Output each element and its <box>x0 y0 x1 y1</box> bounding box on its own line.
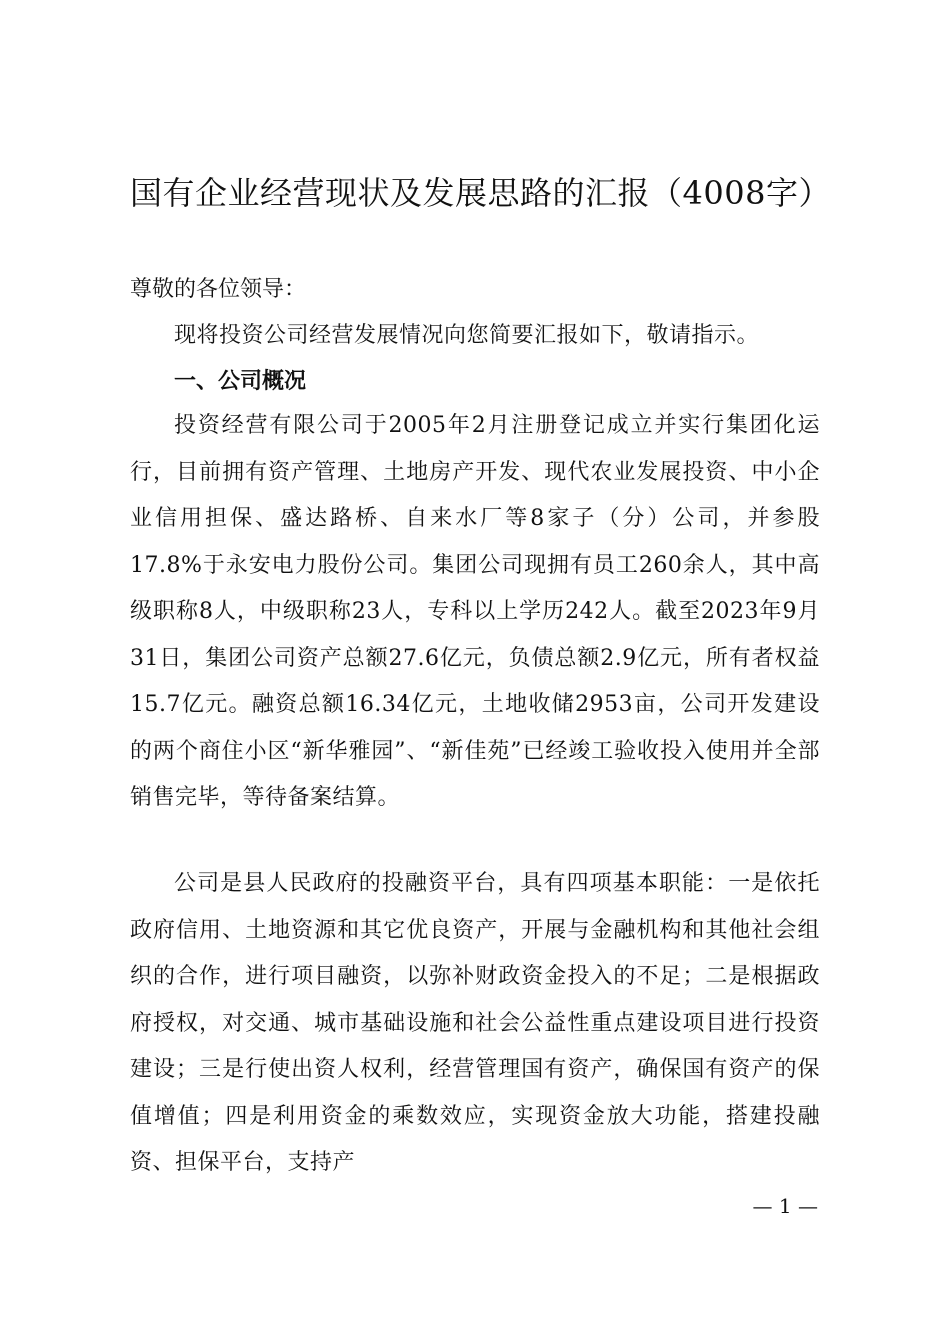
document-title: 国有企业经营现状及发展思路的汇报（4008字） <box>130 174 831 212</box>
intro-paragraph: 现将投资公司经营发展情况向您简要汇报如下，敬请指示。 <box>174 323 760 348</box>
body-paragraph: 投资经营有限公司于2005年2月注册登记成立并实行集团化运行，目前拥有资产管理、土地房产开发、现代农业发展投资、中小企业信用担保、盛达路桥、自来水厂等8家子（分）公司，并参股17.8%于永安电力股份公司。集团公司现拥有员工260余人，其中高级职称8人，中级职称23人，专科以上学历242人。截至2023年9月31日，集团公司资产总额27.6亿元，负债总额2.9亿元，所有者权益15.7亿元。融资总额16.34亿元，土地收储2953亩，公司开发建设的两个商住小区“新华雅园”、“新佳苑”已经竣工验收投入使用并全部销售完毕，等待备案结算。 <box>130 413 820 810</box>
salutation: 尊敬的各位领导： <box>130 277 307 302</box>
page-number: — 1 — <box>752 1194 818 1218</box>
body-paragraph: 公司是县人民政府的投融资平台，具有四项基本职能：一是依托政府信用、土地资源和其它优良资产，开展与金融机构和其他社会组织的合作，进行项目融资，以弥补财政资金投入的不足；二是根据政府授权，对交通、城市基础设施和社会公益性重点建设项目进行投资建设；三是行使出资人权利，经营管理国有资产，确保国有资产的保值增值；四是利用资金的乘数效应，实现资金放大功能，搭建投融资、担保平台，支持产 <box>130 871 820 1175</box>
section-heading: 一、公司概况 <box>174 369 307 394</box>
